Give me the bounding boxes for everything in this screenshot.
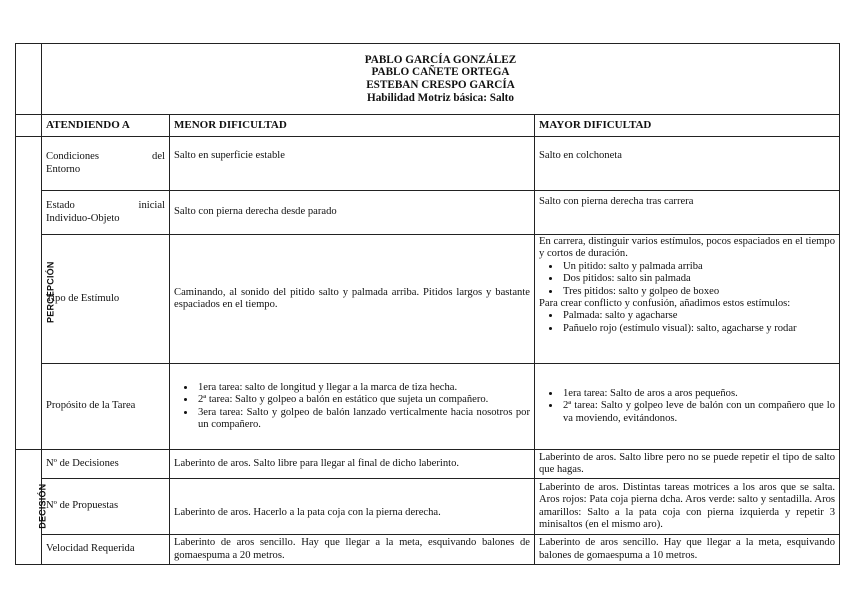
list-item: • Dos pitidos: salto sin palmada	[561, 273, 835, 285]
velocidad-less: Laberinto de aros sencillo. Hay que llegar a la meta, esquivando balones de gomaespuma a 20 metros.	[170, 535, 535, 565]
row-propuestas	[16, 479, 840, 535]
estimulo-label: Tipo de Estímulo	[42, 235, 170, 364]
row-estado	[16, 191, 840, 235]
row-entorno	[16, 137, 840, 191]
estimulo-list-1	[539, 261, 835, 298]
velocidad-more: Laberinto de aros sencillo. Hay que llegar a la meta, esquivando balones de gomaespuma a 10 metros.	[535, 535, 840, 565]
header-more-difficulty: MAYOR DIFICULTAD	[535, 115, 840, 137]
estimulo-less: Caminando, al sonido del pitido salto y palmada arriba. Pitidos largos y bastante espaciados en el tiempo.	[170, 235, 535, 364]
estado-label-line2: Individuo-Objeto	[46, 212, 120, 224]
list-item: • 2ª tarea: Salto y golpeo leve de balón con un compañero que lo va moviendo, evitándonos.	[561, 400, 835, 425]
decisiones-label: Nº de Decisiones	[42, 450, 170, 479]
list-item: • 1era tarea: Salto de aros a aros pequeños.	[561, 388, 835, 400]
estimulo-more-mid: Para crear conflicto y confusión, añadimos estos estímulos:	[539, 298, 791, 310]
header-corner	[16, 115, 42, 137]
header-attending: ATENDIENDO A	[42, 115, 170, 137]
velocidad-label: Velocidad Requerida	[42, 535, 170, 565]
estimulo-more	[535, 235, 840, 364]
author-1: PABLO GARCÍA GONZÁLEZ	[364, 53, 517, 66]
list-item: • Pañuelo rojo (estímulo visual): salto, agacharse y rodar	[561, 323, 835, 335]
proposito-more-list	[539, 388, 835, 425]
propuestas-label: Nº de Propuestas	[42, 479, 170, 535]
decision-label: DECISIÓN	[37, 483, 48, 530]
list-item: • Un pitido: salto y palmada arriba	[561, 261, 835, 273]
document-subtitle: Habilidad Motriz básica: Salto	[367, 91, 514, 104]
estado-label-line1: Estado inicial	[46, 200, 165, 212]
proposito-more	[535, 364, 840, 450]
list-item: • 2ª tarea: Salto y golpeo a balón en estático que sujeta un compañero.	[196, 394, 530, 406]
decisiones-less: Laberinto de aros. Salto libre para llegar al final de dicho laberinto.	[170, 450, 535, 479]
header-less-difficulty: MENOR DIFICULTAD	[170, 115, 535, 137]
row-proposito	[16, 364, 840, 450]
perception-label: PERCEPCIÓN	[45, 261, 56, 324]
estado-less: Salto con pierna derecha desde parado	[170, 191, 535, 235]
list-item: • 1era tarea: salto de longitud y llegar a la marca de tiza hecha.	[196, 382, 530, 394]
row-velocidad	[16, 535, 840, 565]
entorno-label-line1: Condiciones del	[46, 151, 165, 163]
estimulo-list-2	[539, 310, 835, 335]
row-decisiones	[16, 450, 840, 479]
entorno-label-line2: Entorno	[46, 163, 81, 175]
author-3: ESTEBAN CRESPO GARCÍA	[366, 79, 515, 91]
entorno-less: Salto en superficie estable	[170, 137, 535, 191]
proposito-label: Propósito de la Tarea	[42, 364, 170, 450]
perception-section	[16, 137, 56, 450]
entorno-label	[42, 137, 170, 191]
title-row	[16, 44, 840, 115]
propuestas-more: Laberinto de aros. Distintas tareas motrices a los aros que se salta. Aros rojos: Pata coja pierna dcha. Aros verde: salto y sentadilla. Aros amarillos: Salto a la pata coja con pierna izquierda y repetir 3 minisaltos (en el mismo aro).	[535, 479, 840, 535]
author-2: PABLO CAÑETE ORTEGA	[371, 66, 510, 79]
row-estimulo	[16, 235, 840, 364]
proposito-less-list	[174, 382, 530, 432]
estado-more: Salto con pierna derecha tras carrera	[535, 191, 840, 235]
list-item: • 3era tarea: Salto y golpeo de balón lanzado verticalmente hacia nosotros por un compañero.	[196, 407, 530, 432]
list-item: • Palmada: salto y agacharse	[561, 310, 835, 322]
proposito-less	[170, 364, 535, 450]
propuestas-less: Laberinto de aros. Hacerlo a la pata coja con la pierna derecha.	[170, 479, 535, 535]
entorno-more: Salto en colchoneta	[535, 137, 840, 191]
estimulo-more-intro: En carrera, distinguir varios estímulos, pocos espaciados en el tiempo y cortos de duración.	[539, 236, 836, 260]
decisiones-more: Laberinto de aros. Salto libre pero no se puede repetir el tipo de salto que hagas.	[535, 450, 840, 479]
corner-cell	[16, 44, 42, 115]
title-cell	[42, 44, 840, 115]
decision-section	[16, 450, 48, 565]
difficulty-table	[15, 43, 840, 565]
estado-label	[42, 191, 170, 235]
list-item: • Tres pitidos: salto y golpeo de boxeo	[561, 286, 835, 298]
header-row	[16, 115, 840, 137]
